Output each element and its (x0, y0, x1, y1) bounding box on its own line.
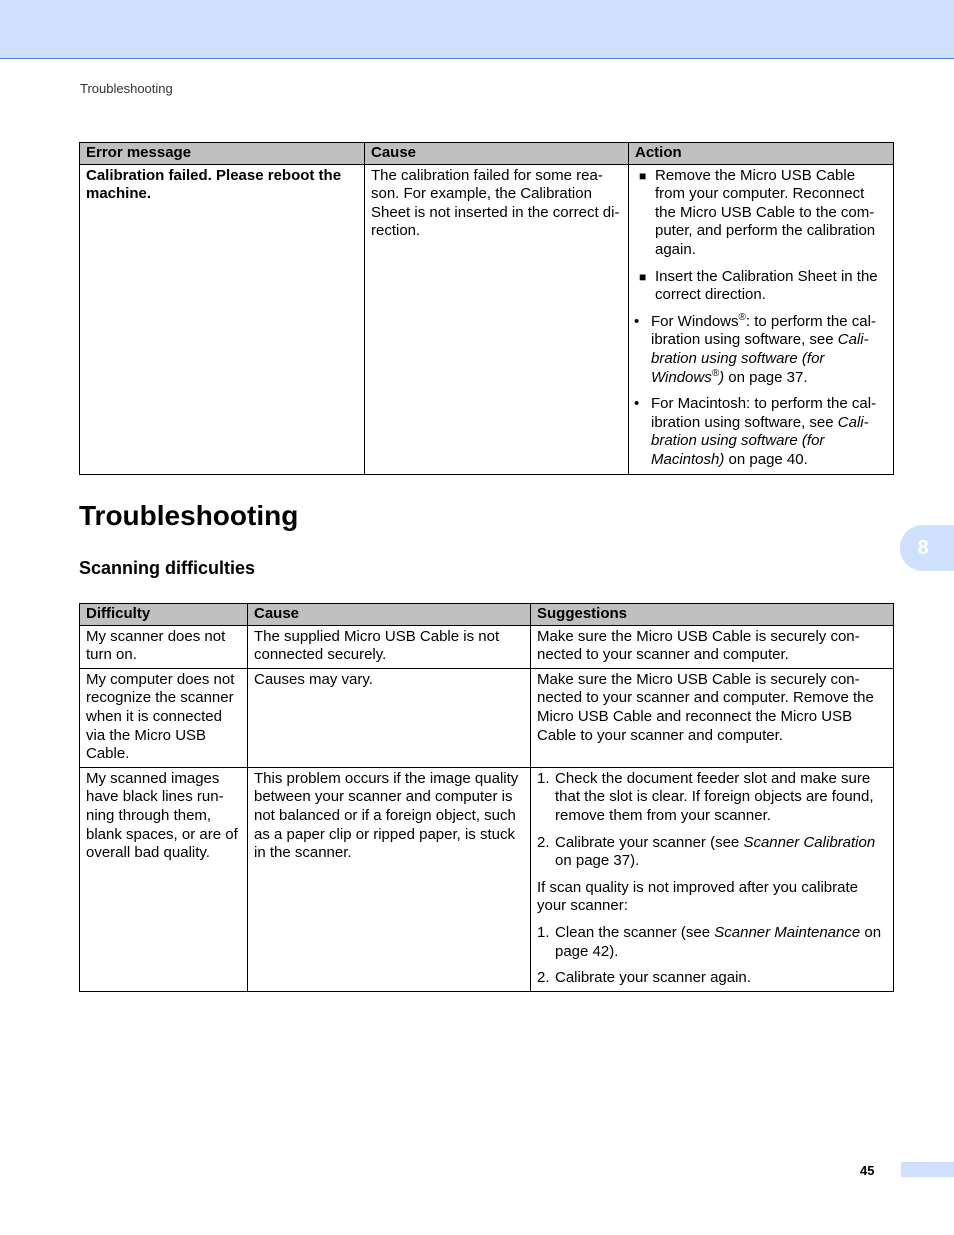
action-step: Remove the Micro USB Cable from your computer. Reconnect the Micro USB Cable to the com-puter, and perform the calibration again. (655, 166, 876, 258)
column-header: Suggestions (531, 604, 894, 626)
suggestion-cell: Make sure the Micro USB Cable is securely con-nected to your scanner and computer. (531, 625, 894, 668)
section-title: Troubleshooting (79, 500, 299, 531)
step-text: Clean the scanner (see Scanner Maintenance on page 42). (555, 923, 882, 960)
error-message-table (79, 142, 894, 475)
column-header: Cause (248, 604, 531, 626)
cause-cell: The calibration failed for some rea-son. For example, the Calibration Sheet is not inserted in the correct di-rection. (365, 164, 629, 474)
column-header: Cause (365, 143, 629, 165)
square-bullet-icon: ■ (639, 269, 647, 284)
page-number: 45 (860, 1163, 875, 1178)
column-header: Action (629, 143, 894, 165)
windows-note: For Windows®: to perform the cal-ibration using software, see Cali-bration using software (for Windows®) on page 37. (651, 311, 876, 386)
action-step: Insert the Calibration Sheet in the correct direction. (655, 267, 878, 304)
column-header: Difficulty (80, 604, 248, 626)
table-row (80, 668, 894, 767)
cross-reference[interactable]: Scanner Calibration (743, 833, 876, 851)
step-number: 2. (537, 969, 550, 987)
suggestion-cell: Make sure the Micro USB Cable is securely con-nected to your scanner and computer. Remove the Micro USB Cable and reconnect the Micro USB Cable to your scanner and computer. (531, 668, 894, 767)
list-item (537, 969, 887, 988)
error-message-cell: Calibration failed. Please reboot the machine. (80, 164, 365, 474)
list-item (633, 313, 889, 387)
step-text: Calibrate your scanner again. (555, 969, 751, 987)
cross-reference[interactable]: Cali-bration using software (for Windows (651, 331, 869, 386)
step-text: Check the document feeder slot and make sure that the slot is clear. If foreign objects are found, remove them from your scanner. (555, 769, 874, 824)
action-cell (629, 164, 894, 474)
step-number: 2. (537, 833, 550, 851)
suggestion-paragraph: If scan quality is not improved after you calibrate your scanner: (537, 878, 858, 915)
macintosh-note: For Macintosh: to perform the cal-ibration using software, see Cali-bration using software (for Macintosh) on page 40. (651, 395, 877, 468)
table-row (80, 625, 894, 668)
subsection-title: Scanning difficulties (79, 558, 256, 578)
bullet-icon: • (634, 312, 640, 330)
scanning-difficulties-table (79, 603, 894, 992)
list-item (633, 395, 889, 469)
list-item (537, 834, 887, 871)
cause-cell: The supplied Micro USB Cable is not connected securely. (248, 625, 531, 668)
difficulty-cell: My computer does not recognize the scanner when it is connected via the Micro USB Cable. (80, 668, 248, 767)
difficulty-cell: My scanner does not turn on. (80, 625, 248, 668)
cross-reference[interactable]: Scanner Maintenance (714, 923, 861, 941)
table-row (80, 767, 894, 991)
cause-cell: This problem occurs if the image quality between your scanner and computer is not balanced or if a foreign object, such as a paper clip or ripped paper, is stuck in the scanner. (248, 767, 531, 991)
step-number: 1. (537, 769, 550, 787)
list-item (633, 167, 889, 260)
running-head: Troubleshooting (80, 81, 173, 96)
suggestion-cell (531, 767, 894, 991)
chapter-tab: 8 (900, 525, 954, 571)
list-item (633, 268, 889, 305)
column-header: Error message (80, 143, 365, 165)
page-number-bar (901, 1162, 954, 1177)
step-number: 1. (537, 923, 550, 941)
list-item (537, 770, 887, 826)
square-bullet-icon: ■ (639, 168, 647, 183)
step-text: Calibrate your scanner (see Scanner Calibration on page 37). (555, 833, 876, 870)
table-header-row (80, 143, 894, 165)
cause-cell: Causes may vary. (248, 668, 531, 767)
list-item (537, 924, 887, 961)
table-row (80, 164, 894, 474)
difficulty-cell: My scanned images have black lines run-ning through them, blank spaces, or are of overall bad quality. (80, 767, 248, 991)
bullet-icon: • (634, 395, 640, 413)
cross-reference[interactable]: Cali-bration using software (for Macintosh) (651, 413, 869, 468)
header-band (0, 0, 954, 59)
table-header-row (80, 604, 894, 626)
